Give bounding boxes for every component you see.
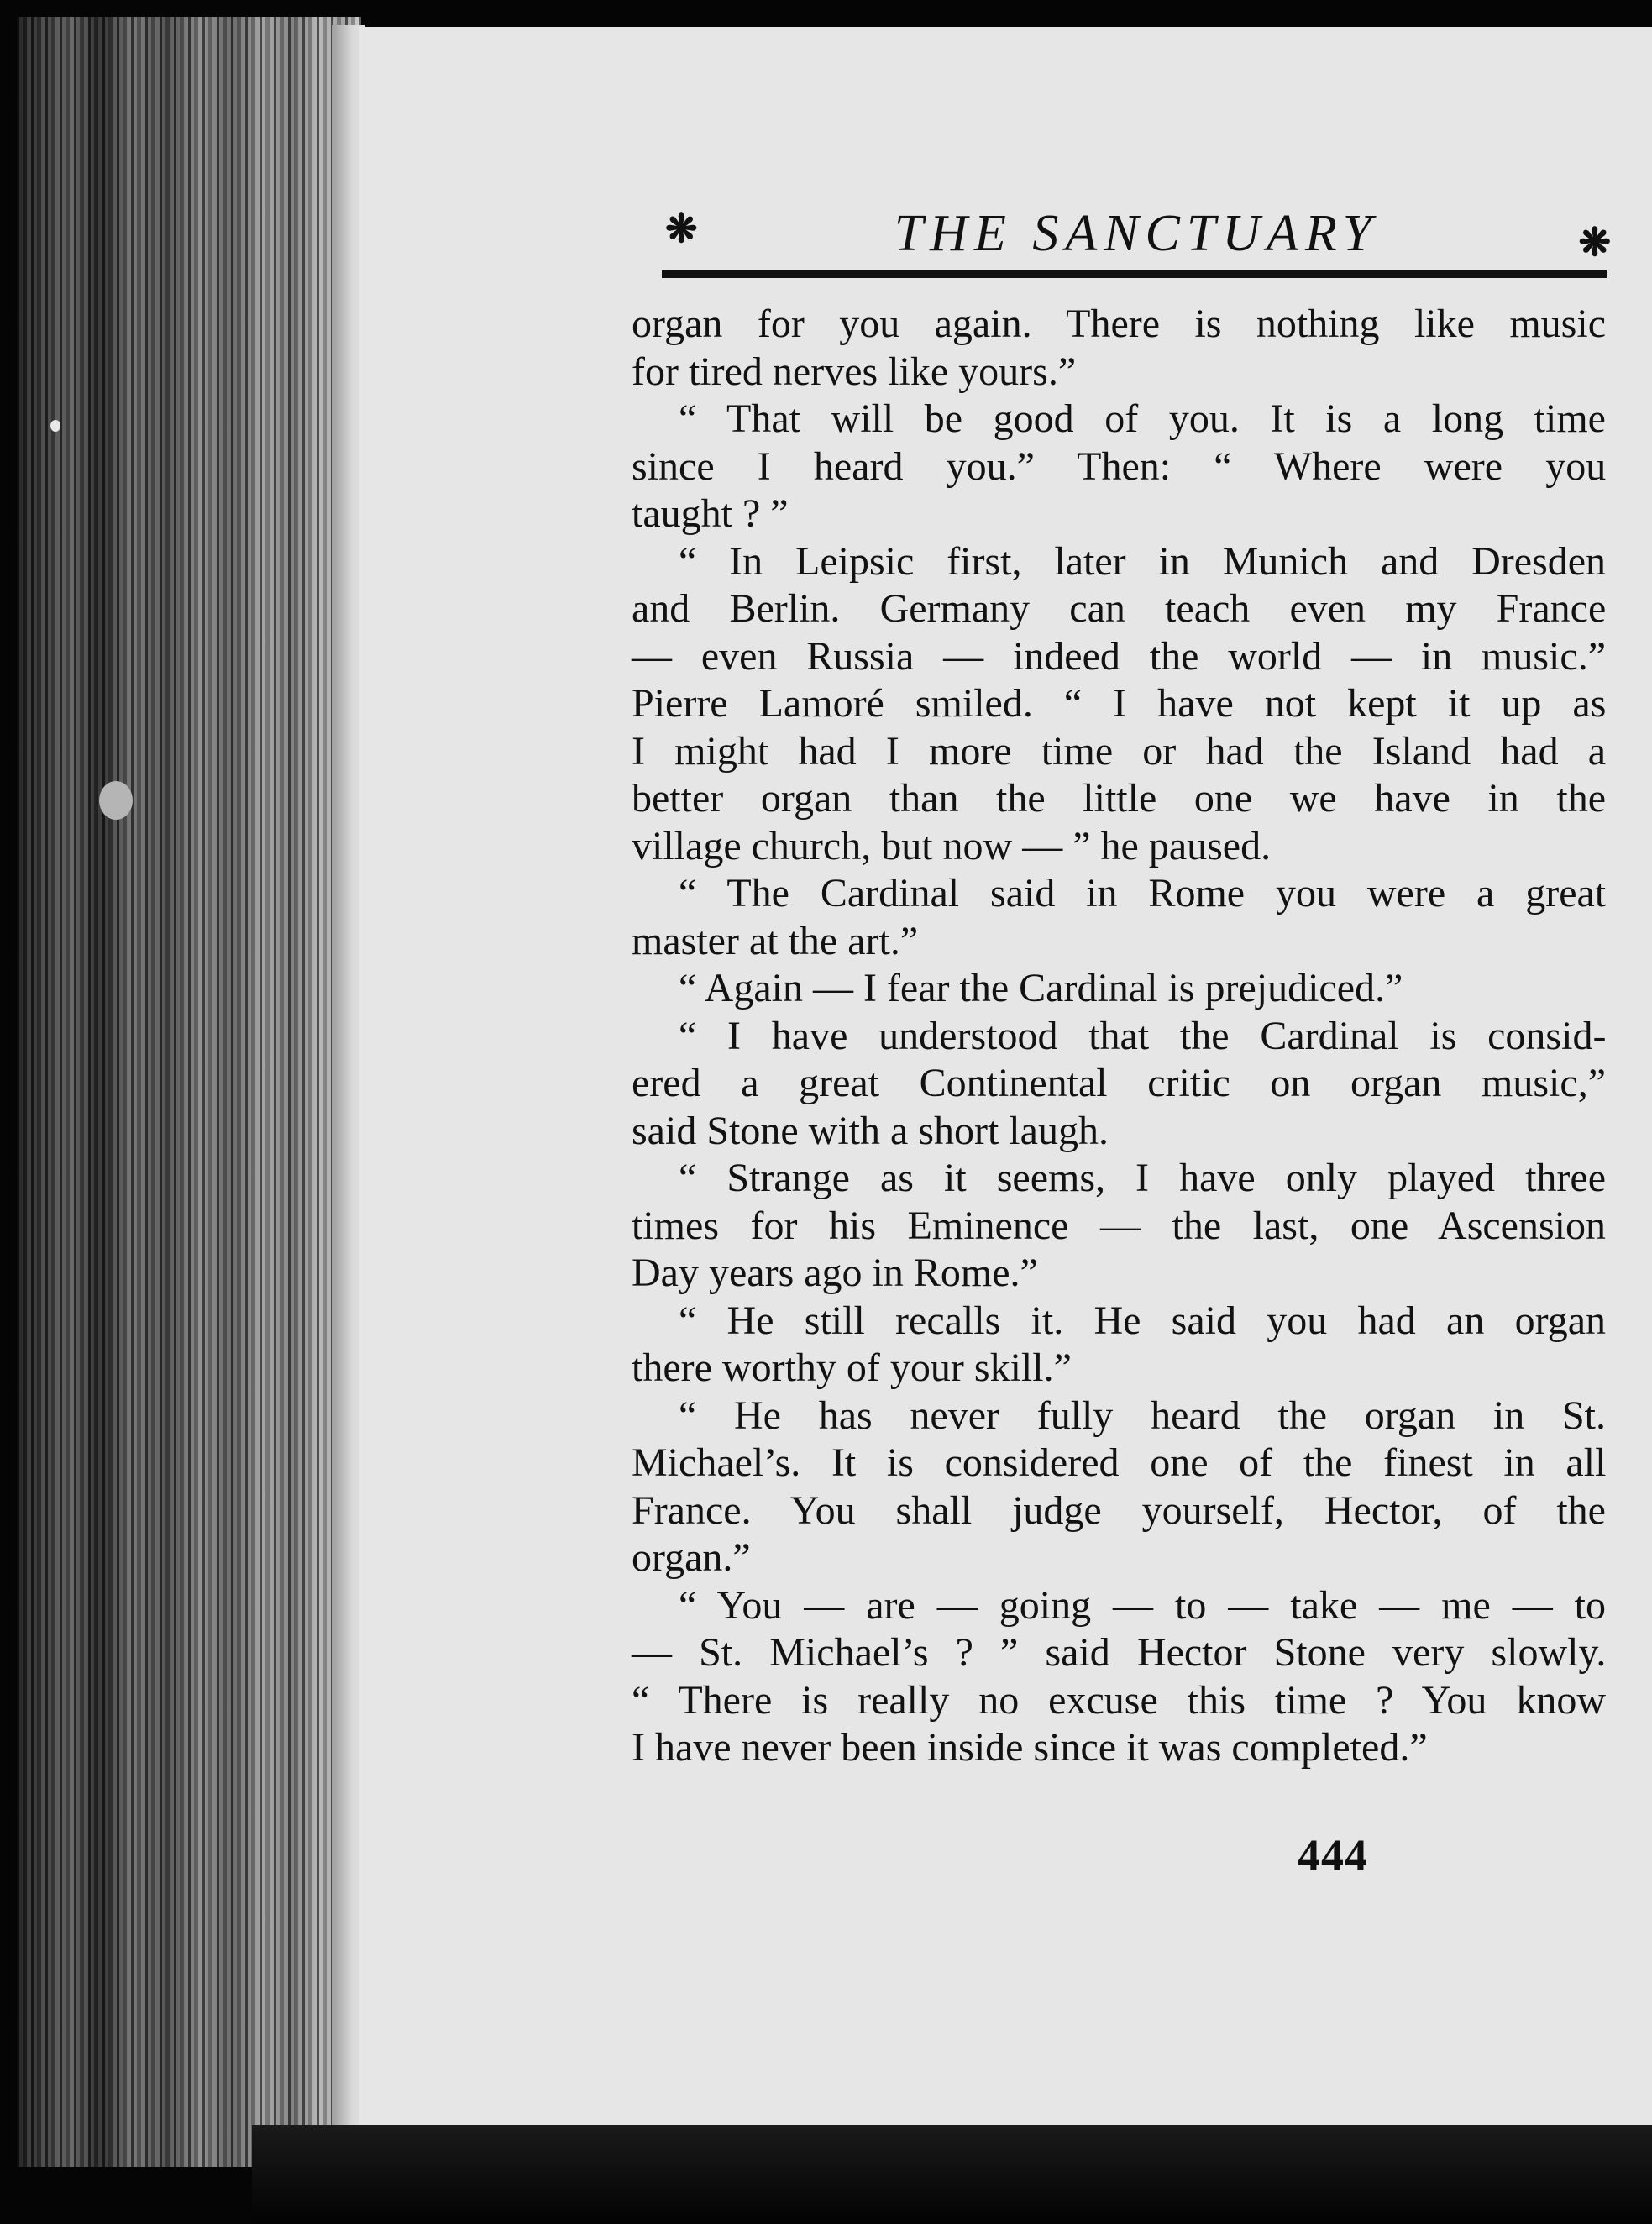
text-line: Michael’s. It is considered one of the finest in all — [632, 1440, 1607, 1485]
running-head-title: THE SANCTUARY — [894, 205, 1379, 262]
right-ornament-icon: ❋ — [1578, 221, 1611, 264]
text-line: for tired nerves like yours.” — [632, 349, 1077, 394]
text-line: ered a great Continental critic on organ music,” — [632, 1061, 1606, 1105]
paragraph — [632, 538, 1606, 871]
paragraph — [632, 1298, 1606, 1393]
paragraph — [632, 1393, 1606, 1582]
text-line: “ There is really no excuse this time ? You know — [632, 1677, 1606, 1723]
text-line: “ He still recalls it. He said you had an organ — [679, 1298, 1606, 1343]
text-line: organ.” — [632, 1535, 751, 1580]
text-line: — St. Michael’s ? ” said Hector Stone very slowly. — [632, 1630, 1607, 1675]
text-line: village church, but now — ” he paused. — [632, 823, 1272, 868]
paragraph — [632, 965, 1606, 1013]
text-line: said Stone with a short laugh. — [632, 1108, 1109, 1153]
text-line: “ I have understood that the Cardinal is consid- — [679, 1013, 1607, 1058]
left-ornament-icon: ❋ — [665, 207, 698, 250]
paragraph — [632, 1013, 1606, 1156]
header-rule — [662, 270, 1607, 278]
text-line: France. You shall judge yourself, Hector, of the — [632, 1487, 1606, 1533]
page-number: 444 — [1298, 1830, 1368, 1880]
text-line: Day years ago in Rome.” — [632, 1251, 1038, 1295]
text-line: “ In Leipsic first, later in Munich and Dresden — [679, 538, 1607, 584]
text-line: there worthy of your skill.” — [632, 1345, 1072, 1390]
book-spine-edge — [17, 17, 361, 2167]
text-line: times for his Eminence — the last, one Ascension — [632, 1203, 1606, 1248]
text-line: taught ? ” — [632, 491, 789, 536]
text-line: organ for you again. There is nothing like music — [632, 302, 1606, 346]
text-line: I have never been inside since it was completed.” — [632, 1725, 1428, 1770]
text-line: since I heard you.” Then: “ Where were you — [632, 443, 1607, 489]
paragraph — [632, 396, 1606, 538]
text-line: “ Again — I fear the Cardinal is prejudiced.” — [679, 966, 1403, 1010]
body-text — [632, 301, 1606, 1772]
paragraph — [632, 1155, 1606, 1298]
text-line: better organ than the little one we have in the — [632, 776, 1606, 821]
text-line: Pierre Lamoré smiled. “ I have not kept it up as — [632, 681, 1607, 726]
scan-speck — [50, 420, 60, 432]
scan-bottom-shadow — [252, 2125, 1652, 2224]
text-line: I might had I more time or had the Island had a — [632, 728, 1607, 774]
paragraph — [632, 1582, 1606, 1772]
text-line: “ You — are — going — to — take — me — to — [679, 1582, 1606, 1628]
paragraph — [632, 870, 1606, 965]
text-line: “ The Cardinal said in Rome you were a great — [679, 871, 1607, 915]
text-line: “ Strange as it seems, I have only played three — [679, 1156, 1606, 1200]
text-line: “ He has never fully heard the organ in St. — [679, 1393, 1606, 1438]
paragraph — [632, 301, 1606, 396]
text-line: master at the art.” — [632, 918, 919, 963]
text-line: and Berlin. Germany can teach even my France — [632, 586, 1607, 631]
text-line: — even Russia — indeed the world — in music.” — [632, 633, 1606, 679]
scan-speck — [99, 781, 133, 820]
text-line: “ That will be good of you. It is a long time — [679, 396, 1606, 441]
